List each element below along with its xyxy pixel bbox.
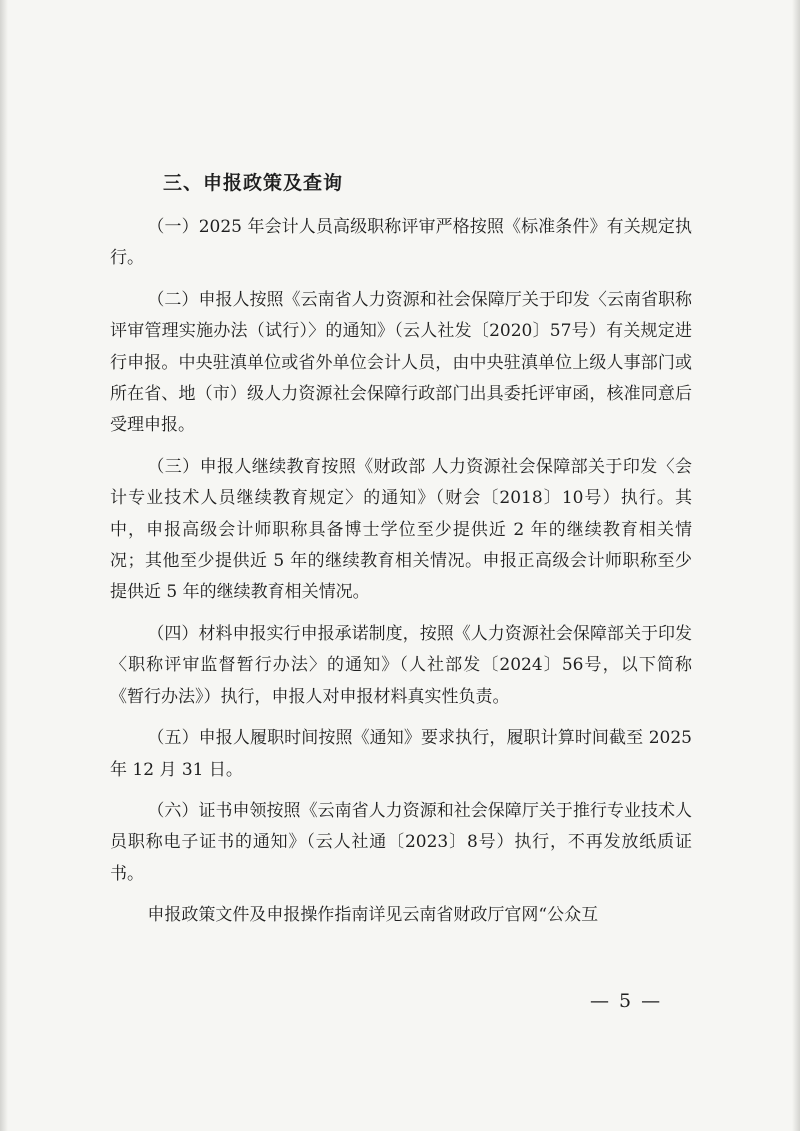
scan-edge-left — [0, 0, 8, 1131]
paragraph-6: （六）证书申领按照《云南省人力资源和社会保障厅关于推行专业技术人员职称电子证书的通知》（云人社通〔2023〕8号）执行，不再发放纸质证书。 — [110, 800, 692, 884]
body-text — [110, 212, 692, 942]
paragraph-1: （一）2025 年会计人员高级职称评审严格按照《标准条件》有关规定执行。 — [110, 217, 692, 269]
paragraph-4: （四）材料申报实行申报承诺制度，按照《人力资源社会保障部关于印发〈职称评审监督暂行办法〉的通知》（人社部发〔2024〕56号，以下简称《暂行办法》）执行，申报人对申报材料真实性负责。 — [110, 623, 692, 707]
paragraph-2: （二）申报人按照《云南省人力资源和社会保障厅关于印发〈云南省职称评审管理实施办法（试行）〉的通知》（云人社发〔2020〕57号）有关规定进行申报。中央驻滇单位或省外单位会计人员，由中央驻滇单位上级人事部门或所在省、地（市）级人力资源社会保障行政部门出具委托评审函，核准同意后受理申报。 — [110, 289, 692, 436]
scan-edge-right — [792, 0, 800, 1131]
paragraph-5: （五）申报人履职时间按照《通知》要求执行，履职计算时间截至 2025 年 12 月 31 日。 — [110, 728, 692, 780]
paragraph-7: 申报政策文件及申报操作指南详见云南省财政厅官网“公众互 — [147, 905, 599, 926]
paragraph-3: （三）申报人继续教育按照《财政部 人力资源社会保障部关于印发〈会计专业技术人员继续教育规定〉的通知》（财会〔2018〕10号）执行。其中，申报高级会计师职称具备博士学位至少提供近 2 年的继续教育相关情况；其他至少提供近 5 年的继续教育相关情况。申报正高级会计师职称至少提供近 5 年的继续教育相关情况。 — [110, 456, 692, 603]
section-heading: 三、申报政策及查询 — [163, 172, 344, 194]
page-number: — 5 — — [590, 990, 663, 1012]
